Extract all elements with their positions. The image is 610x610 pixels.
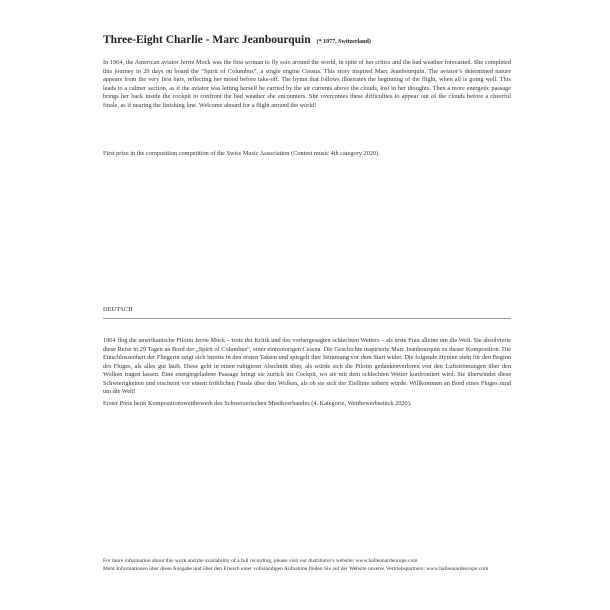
english-prize-note: First prize in the composition competition of the Swiss Music Association (Contest music 4th category 2020). <box>103 150 380 157</box>
footer-german-link[interactable]: www.halleonardeurope.com <box>426 565 489 572</box>
english-description: In 1964, the American aviator Jerrie Mock was the first woman to fly solo around the world, in spite of her critics and the bad weather forecasted. She completed this journey in 29 days on board the “Spirit of Columbus”, a single engine Cessna. This story inspired Marc Jeanbourquin. The aviator’s determined nature appears from the very first bars, reflecting her mood before take-off. The hymn that follows illustrates the beginning of the flight, when all is going well. This leads to a calmer section, as if the aviator was letting herself be carried by the air currents above the clouds, lost in her thoughts. Then a more energetic passage brings her back inside the cockpit to confront the bad weather she encounters. She overcomes these difficulties to appear out of the clouds before a cheerful finale, as if nearing the finishing line. Welcome aboard for a flight around the world! <box>103 59 511 109</box>
footer-english-text: For more information about this work and the availability of a full recording, please visit our distributor's website: <box>103 558 355 564</box>
german-prize-note: Erster Preis beim Kompositionswettbewerb des Schweizerischen Musikverbandes (4. Kategorie, Wettbewerbsstück 2020). <box>103 400 412 407</box>
page-title: Three-Eight Charlie - Marc Jeanbourquin <box>103 34 311 46</box>
footer-german-text: Mehr Informationen über diese Ausgabe und über den Erwerb einer vollständigen Aufnahme finden Sie auf der Website unseres Vertriebspartners: <box>103 565 425 572</box>
footer-english-link[interactable]: www.halleonardeurope.com <box>355 558 418 564</box>
title-row <box>103 30 513 48</box>
footer-note <box>103 558 511 574</box>
german-description: 1964 flog die amerikanische Pilotin Jerrie Mock – trotz der Kritik und des vorhergesagten schlechten Wetters – als erste Frau alleine um die Welt. Sie absolvierte diese Reise in 29 Tagen an Bord der „Spirit of Columbus“, einer einmotorigen Cessna. Die Geschichte inspirierte Marc Jeanbourquin zu dieser Komposition. Die Entschlossenheit der Fliegerin zeigt sich bereits in den ersten Takten und spiegelt ihre Stimmung vor dem Start wider. Die folgende Hymne steht für den Beginn des Fluges, als alles gut läuft. Diese geht in einen ruhigeren Abschnitt über, als würde sich die Pilotin gedankenverloren von den Luftströmungen über den Wolken tragen lassen. Eine energiegeladene Passage bringt sie zurück ins Cockpit, wo sie mit dem schlechten Wetter konfrontiert wird. Sie überwindet diese Schwierigkeiten und erscheint vor einem fröhlichen Finale über den Wolken, als ob sie sich der Ziellinie nähern würde. Willkommen an Bord eines Fluges rund um die Welt! <box>103 337 511 395</box>
composer-dates: (* 1977, Switzerland) <box>316 39 371 45</box>
section-divider <box>103 318 511 319</box>
german-section-label: DEUTSCH <box>103 306 133 313</box>
